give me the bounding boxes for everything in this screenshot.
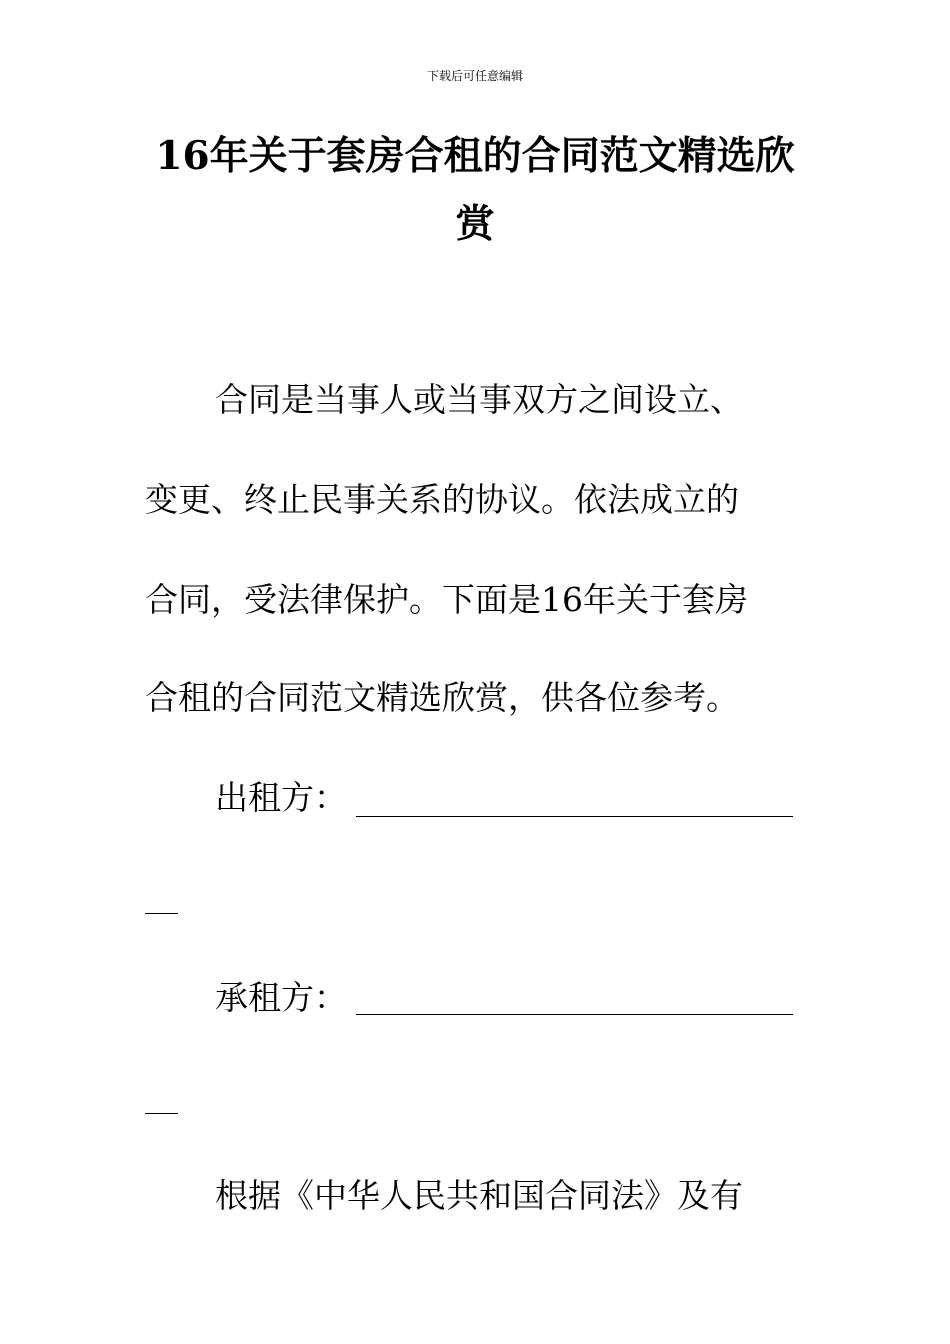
- lessee-blank-line: [356, 1014, 793, 1015]
- lessee-blank-line-continuation: [145, 1113, 178, 1114]
- lessor-label: 出租方：: [215, 778, 347, 817]
- lessor-blank-line-continuation: [145, 913, 178, 914]
- intro-line-2: 变更、终止民事关系的协议。依法成立的: [145, 480, 739, 519]
- lessee-label: 承租方：: [215, 978, 347, 1017]
- legal-basis-line: 根据《中华人民共和国合同法》及有: [215, 1176, 743, 1215]
- lessor-blank-line: [356, 816, 793, 817]
- intro-line-4: 合租的合同范文精选欣赏，供各位参考。: [145, 678, 739, 717]
- intro-line-1: 合同是当事人或当事双方之间设立、: [215, 380, 743, 419]
- intro-line-3: 合同，受法律保护。下面是16年关于套房: [145, 580, 748, 619]
- header-note: 下载后可任意编辑: [426, 69, 523, 83]
- document-title: 16年关于套房合租的合同范文精选欣赏: [155, 133, 795, 247]
